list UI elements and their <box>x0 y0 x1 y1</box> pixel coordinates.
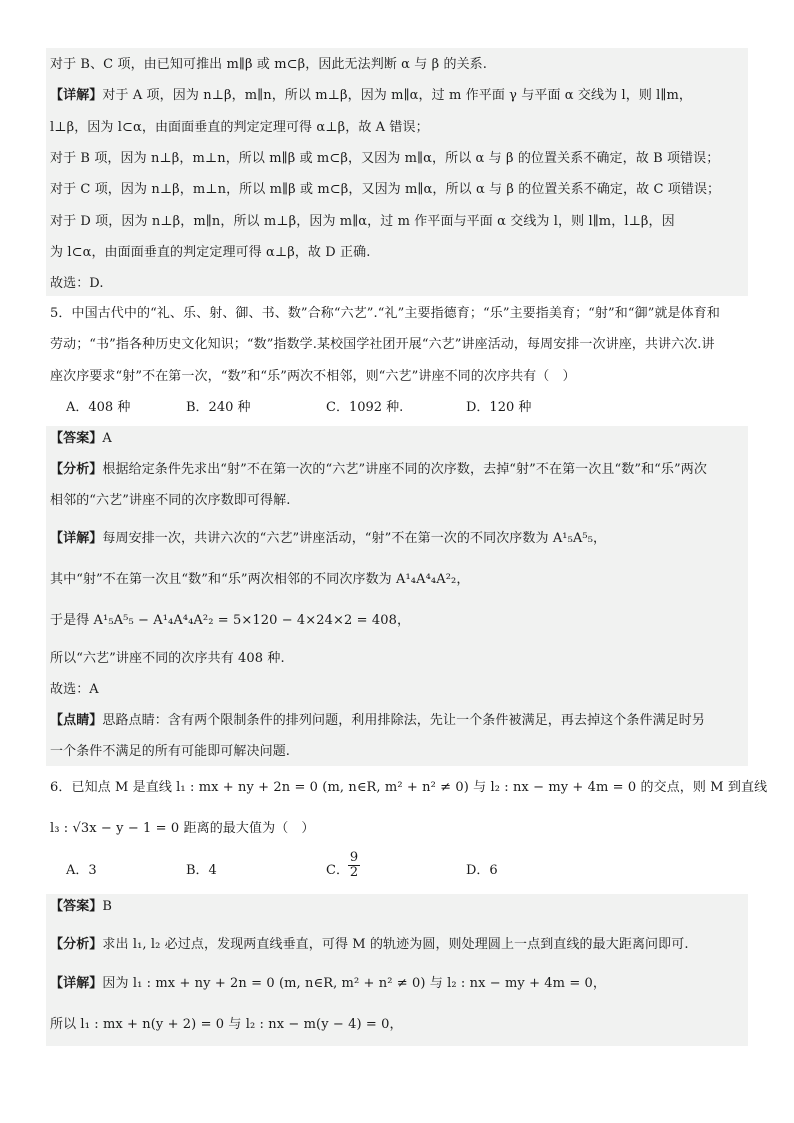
q4-line-1: 对于 B、C 项，由已知可推出 m∥β 或 m⊂β，因此无法判断 α 与 β 的关系. <box>50 57 488 72</box>
q5-option-a: A．408 种 <box>66 400 131 415</box>
q4-line-6: 对于 D 项，因为 n⊥β，m∥n，所以 m⊥β，因为 m∥α，过 m 作平面与平面 α 交线为 l，则 l∥m，l⊥β，因 <box>50 214 675 229</box>
q5-analysis-text: 根据给定条件先求出“射”不在第一次的“六艺”讲座不同的次序数，去掉“射”不在第一次且“数”和“乐”两次 <box>102 462 707 477</box>
q5-stem-1: 5．中国古代中的“礼、乐、射、御、书、数”合称“六艺”.“礼”主要指德育；“乐”主要指美育；“射”和“御”就是体育和 <box>50 306 720 321</box>
analysis-tag: 【分析】 <box>50 937 103 952</box>
fraction-numerator: 9 <box>349 850 359 865</box>
q4-detail-line-1 <box>50 87 750 105</box>
q5-analysis-2: 相邻的“六艺”讲座不同的次序数即可得解. <box>50 493 291 508</box>
q5-detail-2: 其中“射”不在第一次且“数”和“乐”两次相邻的不同次序数为 A¹₄A⁴₄A²₂， <box>50 572 470 587</box>
q6-option-c-label: C． <box>326 863 349 878</box>
q4-line-5: 对于 C 项，因为 n⊥β，m⊥n，所以 m∥β 或 m⊂β，又因为 m∥α，所以 α 与 β 的位置关系不确定，故 C 项错误； <box>50 182 721 197</box>
q5-point-1 <box>50 712 750 730</box>
q6-stem-1: 6．已知点 M 是直线 l₁ : mx + ny + 2n = 0 (m, n∈R, m² + n² ≠ 0) 与 l₂ : nx − my + 4m = 0 的交点，则 M 到直线 <box>50 780 768 795</box>
answer-tag: 【答案】 <box>50 431 103 446</box>
q5-point-text: 思路点睛：含有两个限制条件的排列问题，利用排除法，先让一个条件被满足，再去掉这个条件满足时另 <box>102 713 706 728</box>
fraction-denominator: 2 <box>349 865 359 880</box>
q5-choice: 故选：A <box>50 682 99 697</box>
q4-line-7: 为 l⊂α，由面面垂直的判定定理可得 α⊥β，故 D 正确. <box>50 245 371 260</box>
q6-detail-text: 因为 l₁ : mx + ny + 2n = 0 (m, n∈R, m² + n² ≠ 0) 与 l₂ : nx − my + 4m = 0， <box>102 976 607 991</box>
q6-answer-value: B <box>102 899 113 914</box>
q6-stem-2: l₃ : √3x − y − 1 = 0 距离的最大值为（ ） <box>50 821 315 836</box>
q6-option-c-fraction <box>347 851 361 880</box>
q4-line-3: l⊥β，因为 l⊂α，由面面垂直的判定定理可得 α⊥β，故 A 错误； <box>50 120 429 135</box>
q6-detail-1 <box>50 975 750 993</box>
q5-answer-value: A <box>102 431 112 446</box>
q6-option-d: D．6 <box>466 863 498 878</box>
detail-tag: 【详解】 <box>50 531 103 546</box>
q5-option-d: D．120 种 <box>466 400 532 415</box>
q4-line-4: 对于 B 项，因为 n⊥β，m⊥n，所以 m∥β 或 m⊂β，又因为 m∥α，所以 α 与 β 的位置关系不确定，故 B 项错误； <box>50 151 720 166</box>
q6-analysis-1 <box>50 936 750 954</box>
q5-option-c: C．1092 种. <box>326 400 404 415</box>
analysis-tag: 【分析】 <box>50 462 103 477</box>
answer-tag: 【答案】 <box>50 899 103 914</box>
q4-choice: 故选：D. <box>50 276 104 291</box>
q6-detail-2: 所以 l₁ : mx + n(y + 2) = 0 与 l₂ : nx − m(y − 4) = 0， <box>50 1017 403 1032</box>
q6-answer <box>50 898 750 916</box>
detail-tag: 【详解】 <box>50 88 103 103</box>
q5-answer <box>50 430 750 448</box>
q6-analysis-text: 求出 l₁, l₂ 必过点，发现两直线垂直，可得 M 的轨迹为圆，则处理圆上一点到直线的最大距离问即可. <box>102 937 689 952</box>
q5-option-b: B．240 种 <box>186 400 251 415</box>
q5-detail-text: 每周安排一次，共讲六次的“六艺”讲座活动，“射”不在第一次的不同次序数为 A¹₅A⁵₅， <box>102 531 607 546</box>
q5-detail-3: 于是得 A¹₅A⁵₅ − A¹₄A⁴₄A²₂ = 5×120 − 4×24×2 = 408， <box>50 613 411 628</box>
q5-detail-4: 所以“六艺”讲座不同的次序共有 408 种. <box>50 651 285 666</box>
q5-stem-2: 劳动；“书”指各种历史文化知识；“数”指数学.某校国学社团开展“六艺”讲座活动，每周安排一次讲座，共讲六次.讲 <box>50 337 715 352</box>
q4-detail-text: 对于 A 项，因为 n⊥β，m∥n，所以 m⊥β，因为 m∥α，过 m 作平面 γ 与平面 α 交线为 l，则 l∥m， <box>102 88 693 103</box>
q5-analysis-1 <box>50 461 750 479</box>
q6-option-a: A．3 <box>66 863 97 878</box>
q5-point-2: 一个条件不满足的所有可能即可解决问题. <box>50 744 291 759</box>
point-tag: 【点睛】 <box>50 713 103 728</box>
q5-stem-3: 座次序要求“射”不在第一次，“数”和“乐”两次不相邻，则“六艺”讲座不同的次序共有（ ） <box>50 369 576 384</box>
detail-tag: 【详解】 <box>50 976 103 991</box>
q5-detail-1 <box>50 530 750 548</box>
q6-option-b: B．4 <box>186 863 217 878</box>
